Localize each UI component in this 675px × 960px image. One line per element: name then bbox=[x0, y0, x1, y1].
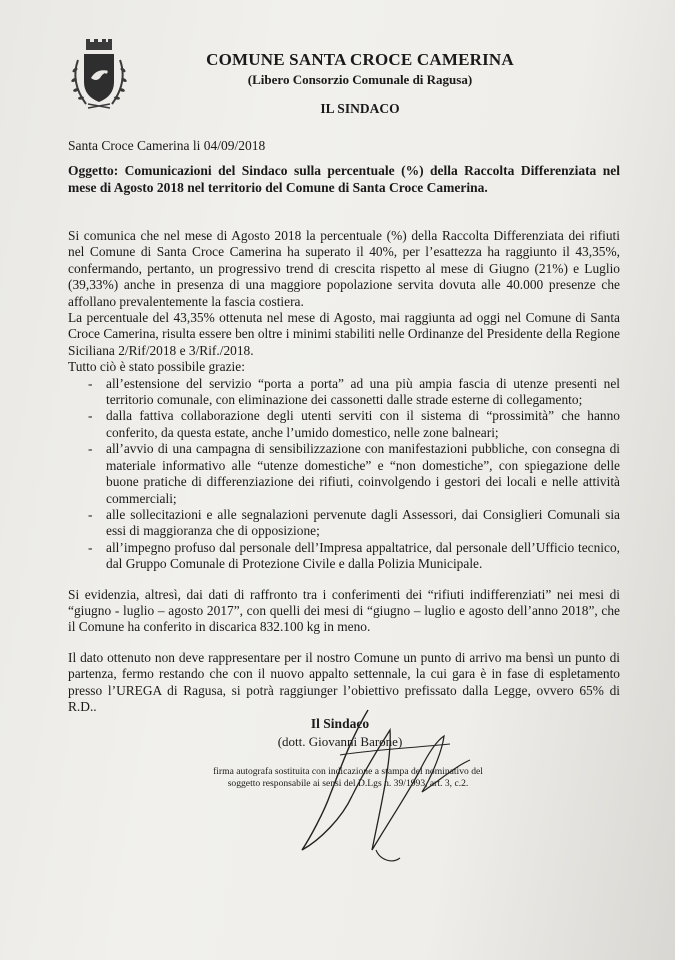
subject-line: Oggetto: Comunicazioni del Sindaco sulla percentuale (%) della Raccolta Differenziata nel mese di Agosto 2018 nel territorio del Comune di Santa Croce Camerina. bbox=[68, 163, 620, 195]
paragraph-intro: Si comunica che nel mese di Agosto 2018 la percentuale (%) della Raccolta Differenziata dei rifiuti nel Comune di Santa Croce Camerina ha superato il 40%, per l’esattezza ha raggiunto il 43,35%, confermando, pertanto, un progressivo trend di crescita rispetto al mese di Giugno (21%) e Luglio (39,33%) anche in presenza di una maggiore popolazione servita dovuta alle 40.000 presenze che affollano prevalentemente la fascia costiera. bbox=[68, 228, 620, 309]
office-heading: IL SINDACO bbox=[320, 101, 400, 116]
municipal-crest-icon bbox=[64, 38, 134, 118]
date-line: Santa Croce Camerina li 04/09/2018 bbox=[68, 138, 266, 153]
list-item: - all’impegno profuso dal personale dell’Impresa appaltatrice, dal personale dell’Ufficio tecnico, dal Gruppo Comunale di Protezione Civile e dalla Polizia Municipale. bbox=[68, 540, 620, 573]
signatory-title: Il Sindaco bbox=[310, 716, 370, 731]
reasons-list bbox=[68, 376, 620, 573]
municipality-subtitle: (Libero Consorzio Comunale di Ragusa) bbox=[247, 72, 473, 87]
paragraph-closing: Il dato ottenuto non deve rappresentare per il nostro Comune un punto di arrivo ma bensì un punto di partenza, fermo restando che con il nuovo appalto settennale, la cui gara è in fase di espletamento presso l’UREGA di Ragusa, si potrà raggiunger l’obiettivo prefissato dalla Legge, ovvero 65% di R.D.. bbox=[68, 649, 620, 714]
paragraph-percentage: La percentuale del 43,35% ottenuta nel mese di Agosto, mai raggiunta ad oggi nel Comune di Santa Croce Camerina, risulta essere ben oltre i minimi stabiliti nelle Ordinanze del Presidente della Regione Siciliana 2/Rif/2018 e 3/Rif./2018. bbox=[68, 310, 620, 358]
list-item: - dalla fattiva collaborazione degli utenti serviti con il sistema di “prossimità” che hanno conferito, da questa estate, anche l’umido domestico, nelle zone balneari; bbox=[68, 408, 620, 441]
paragraph-thanks-intro: Tutto ciò è stato possibile grazie: bbox=[68, 359, 245, 375]
municipality-title: COMUNE SANTA CROCE CAMERINA bbox=[206, 50, 514, 69]
handwritten-signature bbox=[280, 700, 510, 870]
list-item: - all’avvio di una campagna di sensibilizzazione con manifestazioni pubbliche, con consegna di materiale informativo alle “utenze domestiche” e “non domestiche”, con spiegazione delle buone pratiche di differenziazione dei rifiuti, coinvolgendo i gestori dei locali e nelle attività commerciali; bbox=[68, 441, 620, 507]
list-item: - alle sollecitazioni e alle segnalazioni pervenute dagli Assessori, dai Consiglieri Comunali sia essi di maggioranza che di opposizione; bbox=[68, 507, 620, 540]
signature-legal-note: firma autografa sostituita con indicazione a stampa del nominativo del soggetto responsabile ai sensi del D.Lgs n. 39/1993, art. 3, c.2. bbox=[213, 766, 483, 789]
list-item: - all’estensione del servizio “porta a porta” ad una più ampia fascia di utenze presenti nel territorio comunale, con eliminazione dei cassonetti dalle strade esterne di collegamento; bbox=[68, 376, 620, 409]
paragraph-comparison: Si evidenzia, altresì, dai dati di raffronto tra i conferimenti dei “rifiuti indifferenziati” nei mesi di “giugno - luglio – agosto 2017”, con quelli dei mesi di “giugno – luglio e agosto dell’anno 2018”, che il Comune ha conferito in discarica 832.100 kg in meno. bbox=[68, 586, 620, 635]
letter-body bbox=[68, 228, 620, 715]
signatory-name: (dott. Giovanni Barone) bbox=[277, 734, 403, 749]
